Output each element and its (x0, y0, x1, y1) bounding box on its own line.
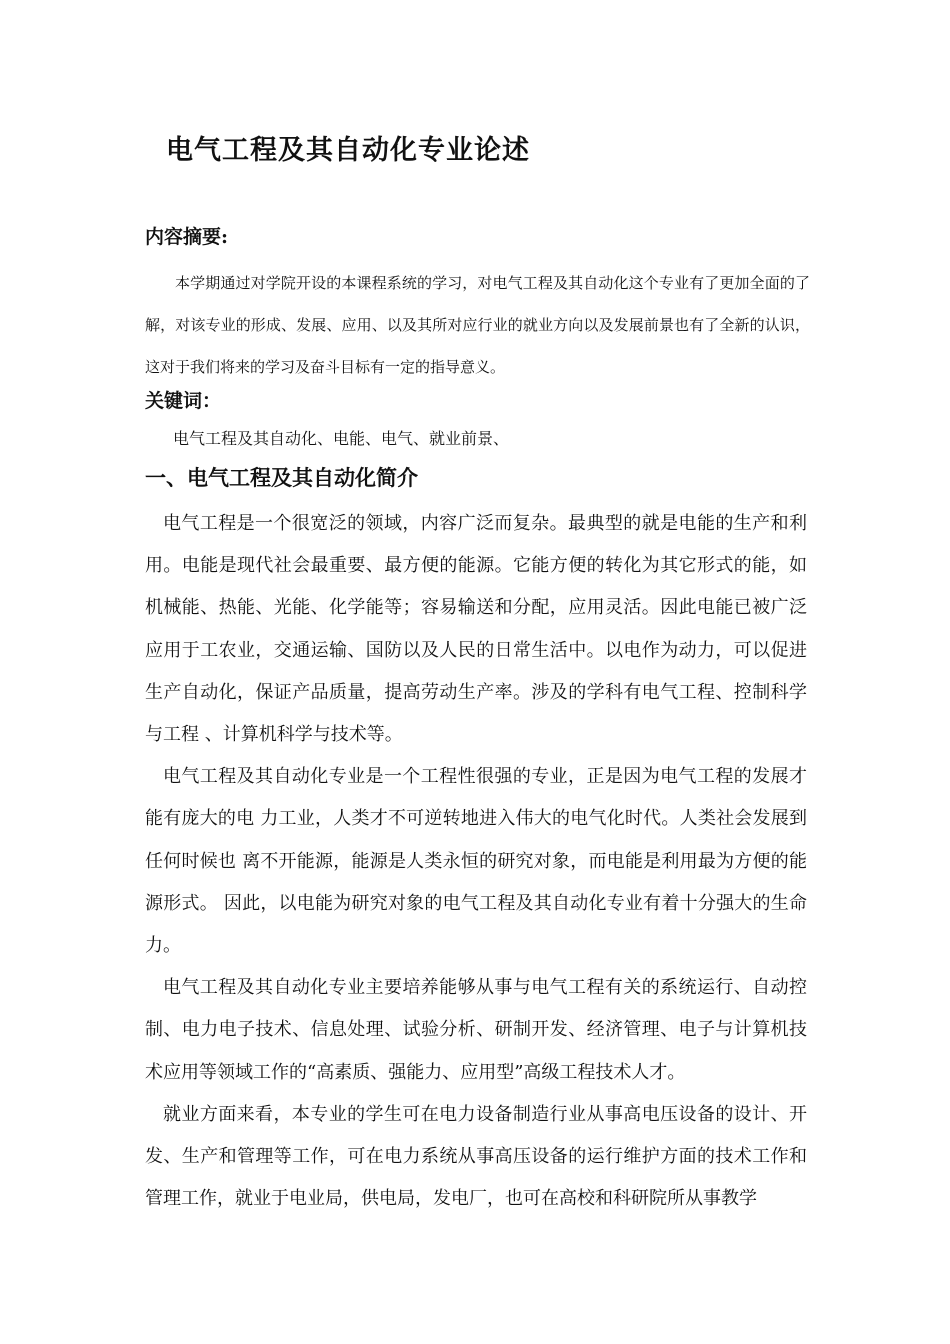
document-title: 电气工程及其自动化专业论述 (166, 135, 530, 166)
body-paragraph: 电气工程及其自动化专业是一个工程性很强的专业，正是因为电气工程的发展才能有庞大的电 力工业，人类才不可逆转地进入伟大的电气化时代。人类社会发展到任何时候也 离不开能源，能源是人类永恒的研究对象，而电能是利用最为方便的能源形式。 因此，以电能为研究对象的电气工程及其自动化专业有着十分强大的生命力。 (145, 766, 807, 957)
section-body (145, 503, 807, 1220)
keywords-label: 关键词： (145, 390, 222, 412)
body-paragraph: 电气工程是一个很宽泛的领域，内容广泛而复杂。最典型的就是电能的生产和利用。电能是现代社会最重要、最方便的能源。它能方便的转化为其它形式的能，如机械能、热能、光能、化学能等；容易输送和分配，应用灵活。因此电能已被广泛应用于工农业，交通运输、国防以及人民的日常生活中。以电作为动力，可以促进生产自动化，保证产品质量，提高劳动生产率。涉及的学科有电气工程、控制科学与工程 、计算机科学与技术等。 (145, 513, 807, 746)
body-paragraph: 就业方面来看，本专业的学生可在电力设备制造行业从事高电压设备的设计、开发、生产和管理等工作，可在电力系统从事高压设备的运行维护方面的技术工作和管理工作，就业于电业局，供电局，发电厂，也可在高校和科研院所从事教学 (145, 1103, 807, 1210)
body-paragraph: 电气工程及其自动化专业主要培养能够从事与电气工程有关的系统运行、自动控制、电力电子技术、信息处理、试验分析、研制开发、经济管理、电子与计算机技术应用等领域工作的“高素质、强能力、应用型”高级工程技术人才。 (145, 977, 807, 1083)
keywords-text: 电气工程及其自动化、电能、电气、就业前景、 (173, 429, 510, 448)
abstract-text: 本学期通过对学院开设的本课程系统的学习，对电气工程及其自动化这个专业有了更加全面的了解，对该专业的形成、发展、应用、以及其所对应行业的就业方向以及发展前景也有了全新的认识，这对于我们将来的学习及奋斗目标有一定的指导意义。 (145, 274, 810, 376)
section-heading-intro: 一、电气工程及其自动化简介 (145, 465, 418, 490)
abstract-label: 内容摘要: (145, 226, 229, 248)
